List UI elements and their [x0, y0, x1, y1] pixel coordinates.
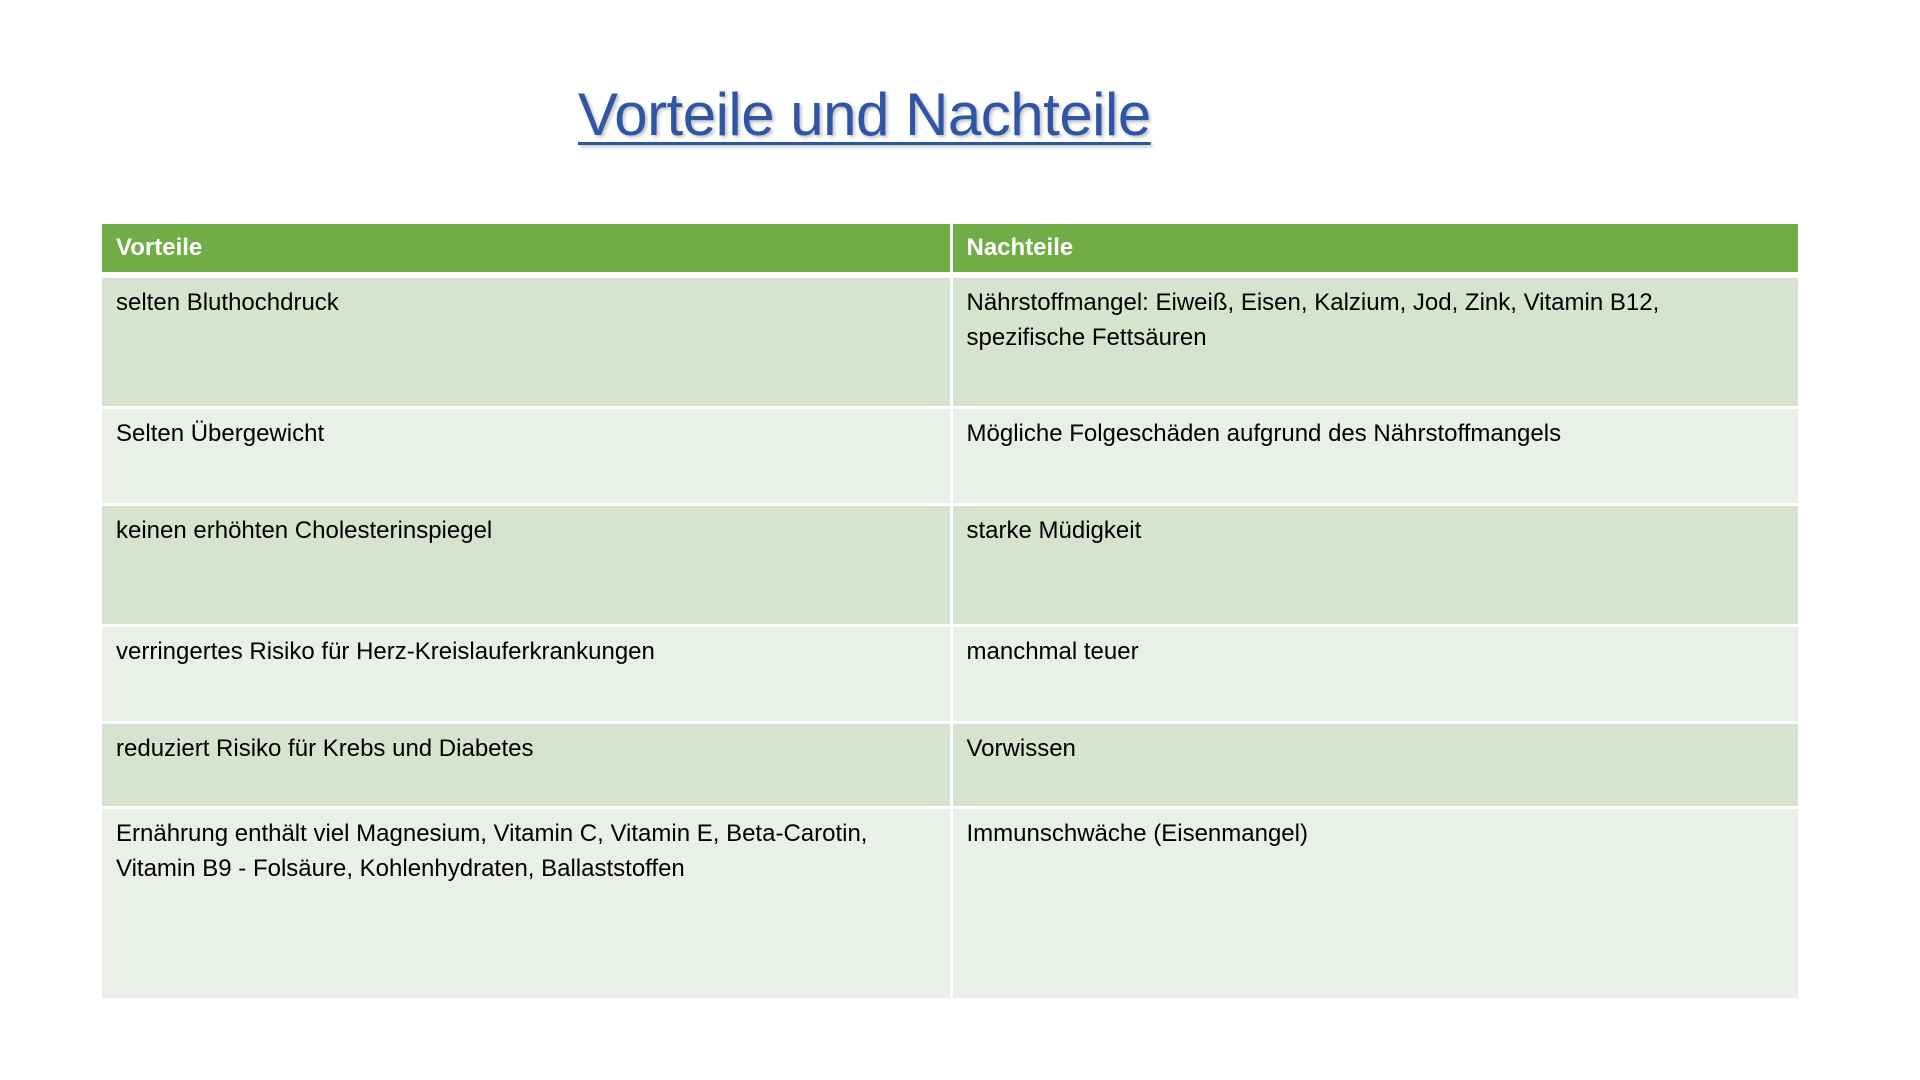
table-row	[102, 275, 1798, 408]
table-row	[102, 626, 1798, 723]
nachteil-cell: manchmal teuer	[951, 626, 1798, 723]
table-row	[102, 723, 1798, 808]
nachteil-cell: Immunschwäche (Eisenmangel)	[951, 808, 1798, 999]
slide-title: Vorteile und Nachteile	[578, 81, 1151, 148]
table-header	[102, 224, 1798, 275]
nachteil-cell: Nährstoffmangel: Eiweiß, Eisen, Kalzium, Jod, Zink, Vitamin B12, spezifische Fettsäuren	[951, 275, 1798, 408]
table-row	[102, 808, 1798, 999]
table-body	[102, 275, 1798, 998]
vorteil-cell: selten Bluthochdruck	[102, 275, 951, 408]
header-nachteile: Nachteile	[951, 224, 1798, 275]
vorteil-cell: verringertes Risiko für Herz-Kreislauferkrankungen	[102, 626, 951, 723]
nachteil-cell: Mögliche Folgeschäden aufgrund des Nährstoffmangels	[951, 408, 1798, 505]
vorteil-cell: keinen erhöhten Cholesterinspiegel	[102, 505, 951, 626]
header-vorteile: Vorteile	[102, 224, 951, 275]
nachteil-cell: Vorwissen	[951, 723, 1798, 808]
table-row	[102, 408, 1798, 505]
table-row	[102, 505, 1798, 626]
vorteil-cell: reduziert Risiko für Krebs und Diabetes	[102, 723, 951, 808]
vorteil-cell: Selten Übergewicht	[102, 408, 951, 505]
vorteil-cell: Ernährung enthält viel Magnesium, Vitamin C, Vitamin E, Beta-Carotin, Vitamin B9 - Folsäure, Kohlenhydraten, Ballaststoffen	[102, 808, 951, 999]
header-row	[102, 224, 1798, 275]
nachteil-cell: starke Müdigkeit	[951, 505, 1798, 626]
comparison-table	[102, 224, 1798, 998]
